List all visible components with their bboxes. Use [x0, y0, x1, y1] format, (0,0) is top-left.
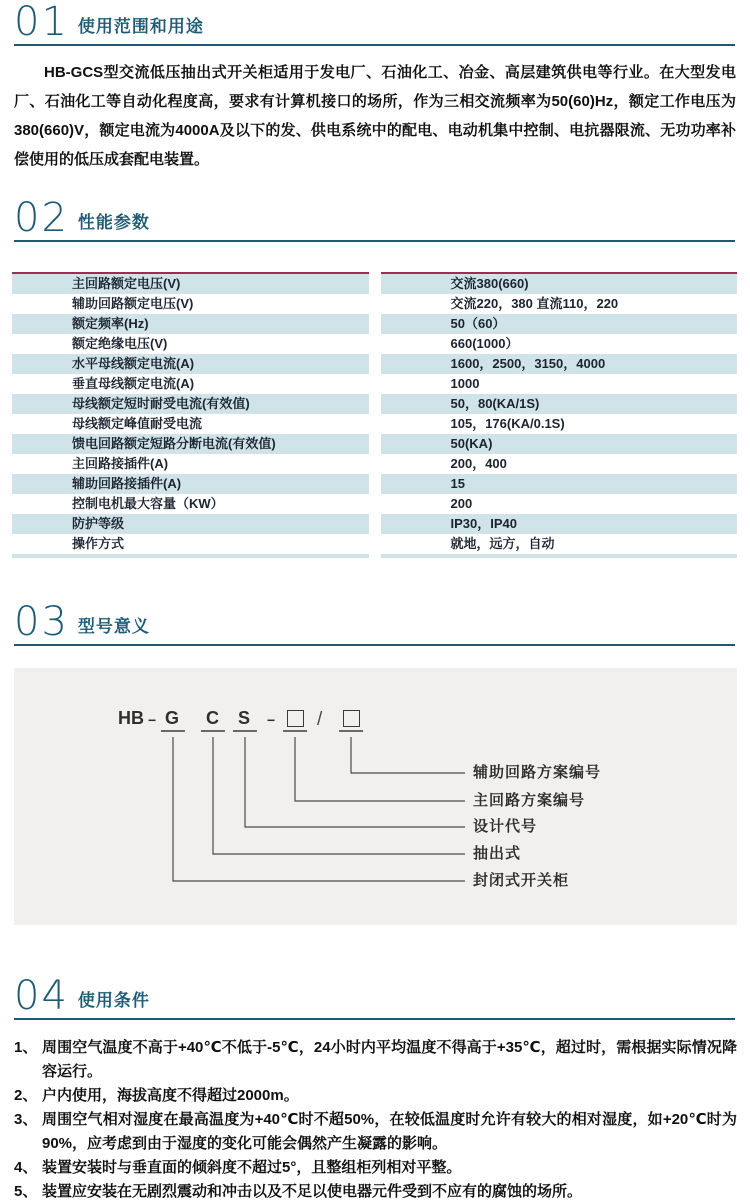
model-label-aux-circuit: 辅助回路方案编号: [473, 764, 602, 781]
model-label-drawout-type: 抽出式: [473, 845, 522, 862]
table-row-label: 垂直母线额定电流(A): [72, 376, 195, 391]
list-item: [14, 1108, 737, 1156]
model-part-hb: HB: [118, 708, 144, 728]
aux-circuit-scheme-box: [343, 710, 360, 727]
table-row-value: 200: [450, 496, 473, 511]
table-row-label: 额定绝缘电压(V): [72, 336, 168, 351]
usage-conditions-list: [14, 1036, 737, 1204]
table-row-value: 50（60）: [381, 314, 738, 334]
table-bottom-strip: [381, 554, 738, 558]
list-item: [14, 1156, 737, 1180]
table-row-value: 200，400: [450, 456, 507, 471]
table-row-label: 母线额定短时耐受电流(有效值): [12, 394, 369, 414]
table-row-value: 50，80(KA/1S): [381, 394, 738, 414]
table-row-label: 主回路额定电压(V): [12, 274, 369, 294]
section-01-header: [14, 0, 735, 46]
table-row-value: 15: [381, 474, 738, 494]
parameter-label-column: [12, 272, 369, 558]
list-item-number: 1、: [14, 1039, 38, 1056]
list-item-text: 户内使用，海拔高度不得超过2000m。: [42, 1087, 299, 1104]
table-row-value: 交流220，380 直流110，220: [450, 296, 619, 311]
table-row-label: 辅助回路接插件(A): [12, 474, 369, 494]
table-row-label: 控制电机最大容量（KW）: [72, 496, 224, 511]
section-03-header: [14, 599, 735, 646]
section-01-title: 使用范围和用途: [77, 17, 204, 36]
model-label-design-code: 设计代号: [473, 818, 538, 835]
model-slash: /: [317, 709, 323, 730]
list-item-number: 4、: [14, 1159, 38, 1176]
usage-scope-paragraph: HB-GCS型交流低压抽出式开关柜适用于发电厂、石油化工、冶金、高层建筑供电等行业。在大型发电厂、石油化工等自动化程度高，要求有计算机接口的场所，作为三相交流频率为50(60)Hz，额定工作电压为380(660)V，额定电流为4000A及以下的发、供电系统中的配电、电动机集中控制、电抗器限流、无功功率补偿使用的低压成套配电装置。: [14, 64, 736, 168]
table-row-value: 1600，2500，3150，4000: [381, 354, 738, 374]
main-circuit-scheme-box: [287, 710, 304, 727]
table-row-label: 额定频率(Hz): [12, 314, 369, 334]
list-item-text: 装置应安装在无剧烈震动和冲击以及不足以使电器元件受到不应有的腐蚀的场所。: [42, 1183, 583, 1200]
list-item-text: 周围空气温度不高于+40℃不低于-5℃，24小时内平均温度不得高于+35℃，超过时，需根据实际情况降容运行。: [42, 1039, 737, 1080]
list-item-text: 周围空气相对湿度在最高温度为+40℃时不超50%，在较低温度时允许有较大的相对湿度，如+20℃时为90%，应考虑到由于湿度的变化可能会偶然产生凝露的影响。: [42, 1111, 737, 1152]
section-02-header: [14, 195, 735, 242]
section-01-number: 01: [14, 0, 69, 45]
performance-parameter-table: [12, 272, 737, 558]
parameter-value-column: [381, 272, 738, 558]
list-item-number: 3、: [14, 1111, 38, 1128]
section-03-number: 03: [14, 599, 69, 645]
table-row-value: IP30，IP40: [381, 514, 738, 534]
list-item-number: 5、: [14, 1183, 38, 1200]
table-row-label: 防护等级: [12, 514, 369, 534]
model-label-main-circuit: 主回路方案编号: [473, 792, 586, 809]
section-04-header: [14, 973, 735, 1020]
list-item: [14, 1036, 737, 1084]
model-designation-diagram: [14, 668, 737, 925]
section-02-number: 02: [14, 195, 69, 241]
model-dash: −: [267, 712, 276, 728]
table-row-label: 馈电回路额定短路分断电流(有效值): [12, 434, 369, 454]
list-item-number: 2、: [14, 1087, 38, 1104]
section-04-title: 使用条件: [77, 991, 150, 1010]
table-row-value: 50(KA): [381, 434, 738, 454]
table-row-label: 主回路接插件(A): [72, 456, 169, 471]
table-row-label: 母线额定峰值耐受电流: [72, 416, 203, 431]
list-item: [14, 1084, 737, 1108]
model-label-enclosed-switchgear: 封闭式开关柜: [473, 872, 570, 889]
model-dash: −: [148, 712, 157, 728]
section-03-title: 型号意义: [77, 617, 150, 636]
table-row-label: 辅助回路额定电压(V): [72, 296, 194, 311]
model-part-g: G: [165, 708, 180, 728]
table-row-value: 就地，远方，自动: [450, 536, 555, 551]
model-part-s: S: [238, 708, 251, 728]
section-04-number: 04: [14, 973, 69, 1019]
table-bottom-strip: [12, 554, 369, 558]
model-part-c: C: [206, 708, 219, 728]
section-02-title: 性能参数: [77, 213, 150, 232]
table-row-label: 水平母线额定电流(A): [12, 354, 369, 374]
table-row-value: 1000: [450, 376, 480, 391]
list-item-text: 装置安装时与垂直面的倾斜度不超过5°，且整组柜列相对平整。: [42, 1159, 462, 1176]
table-row-label: 操作方式: [72, 536, 125, 551]
table-row-value: 660(1000）: [450, 336, 519, 351]
model-connector-lines: [14, 668, 737, 925]
table-row-value: 105，176(KA/0.1S): [450, 416, 565, 431]
table-row-value: 交流380(660): [381, 274, 738, 294]
list-item: [14, 1180, 737, 1204]
